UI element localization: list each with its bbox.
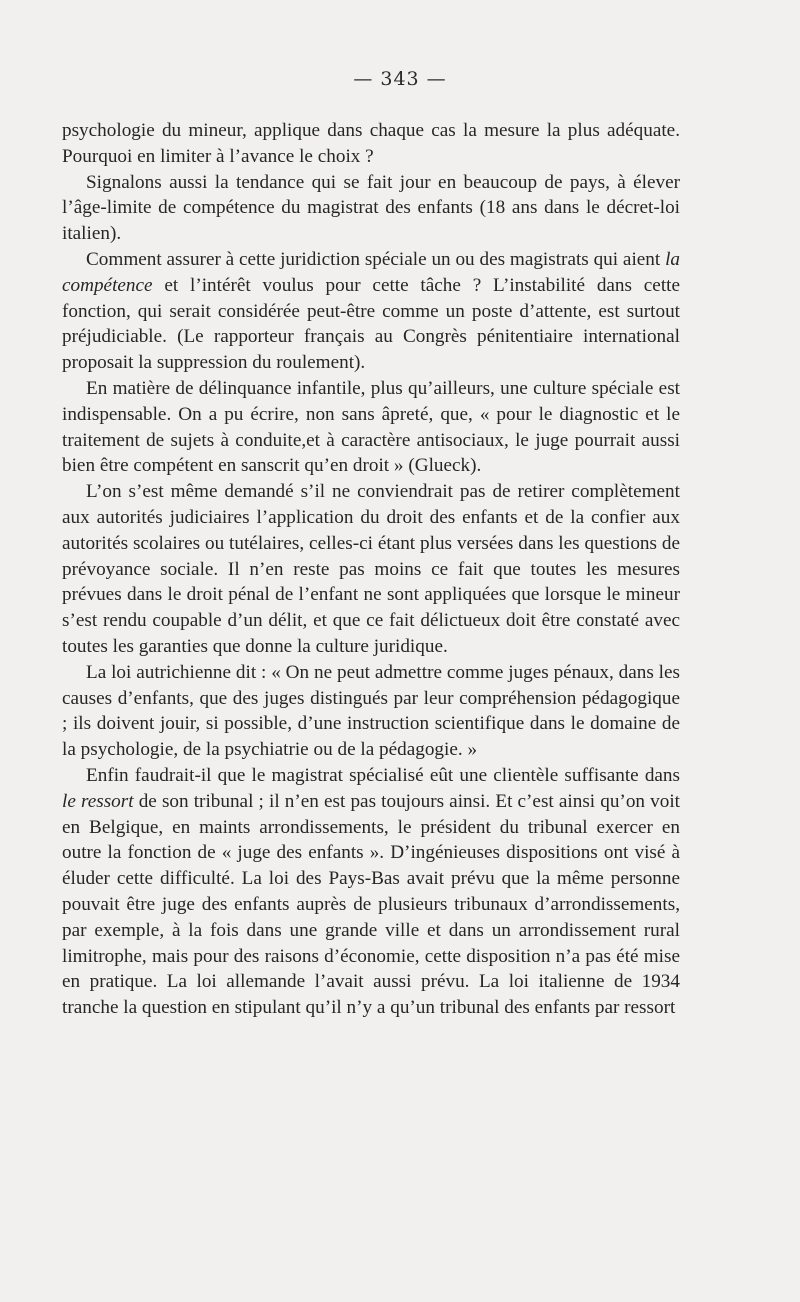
page-number: — 343 —: [353, 68, 447, 90]
paragraph: [62, 170, 680, 247]
text-run: Comment assurer à cette juridiction spéciale un ou des magistrats qui aient: [86, 248, 666, 270]
text-run: Signalons aussi la tendance qui se fait jour en beaucoup de pays, à élever l’âge-limite de compétence du magistrat des enfants (18 ans dans le décret-loi italien).: [62, 171, 680, 245]
paragraph: [62, 660, 680, 763]
text-run: L’on s’est même demandé s’il ne conviendrait pas de retirer complètement aux autorités judiciaires l’application du droit des enfants et de la confier aux autorités scolaires ou tutélaires, celles-ci étant plus versées dans les questions de prévoyance sociale. Il n’en reste pas moins ce fait que toutes les mesures prévues dans le droit pénal de l’enfant ne sont appliquées que lorsque le mineur s’est rendu coupable d’un délit, et que ce fait délictueux doit être constaté avec toutes les garanties que donne la culture juridique.: [62, 481, 680, 657]
paragraph: [62, 118, 680, 170]
paragraph: [62, 763, 680, 1021]
text-run: La loi autrichienne dit : « On ne peut admettre comme juges pénaux, dans les causes d’enfants, que des juges distingués par leur compréhension pédagogique ; ils doivent jouir, si possible, d’une instruction scientifique dans le domaine de la psychologie, de la psychiatrie ou de la pédagogie. »: [62, 661, 680, 761]
text-run: et l’intérêt voulus pour cette tâche ? L’instabilité dans cette fonction, qui serait considérée peut-être comme un poste d’attente, est surtout préjudiciable. (Le rapporteur français au Congrès pénitentiaire international proposait la suppression du roulement).: [62, 274, 680, 374]
text-run: psychologie du mineur, applique dans chaque cas la mesure la plus adéquate. Pourquoi en limiter à l’avance le choix ?: [62, 120, 680, 167]
text-run: de son tribunal ; il n’en est pas toujours ainsi. Et c’est ainsi qu’on voit en Belgique, en maints arrondissements, le président du tribunal exercer en outre la fonction de « juge des enfants ». D’ingénieuses dispositions ont visé à éluder cette difficulté. La loi des Pays-Bas avait prévu que la même personne pouvait être juge des enfants auprès de plusieurs tribunaux d’arrondissements, par exemple, à la fois dans une grande ville et dans un arrondissement rural limitrophe, mais pour des raisons d’économie, cette disposition n’a pas été mise en pratique. La loi allemande l’avait aussi prévu. La loi italienne de 1934 tranche la question en stipulant qu’il n’y a qu’un tribunal des enfants par ressort: [62, 790, 680, 1019]
text-run: En matière de délinquance infantile, plus qu’ailleurs, une culture spéciale est indispensable. On a pu écrire, non sans âpreté, que, « pour le diagnostic et le traitement de sujets à conduite,et à caractère antisociaux, le juge pourrait aussi bien être compétent en sanscrit qu’en droit » (Glueck).: [62, 377, 680, 477]
paragraph: [62, 479, 680, 660]
italic-text-run: la compétence: [62, 248, 680, 296]
paragraph: [62, 247, 680, 376]
body-text: [62, 118, 680, 1021]
italic-text-run: le ressort: [62, 790, 134, 812]
text-run: Enfin faudrait-il que le magistrat spécialisé eût une clientèle suffisante dans: [86, 764, 680, 786]
paragraph: [62, 376, 680, 479]
